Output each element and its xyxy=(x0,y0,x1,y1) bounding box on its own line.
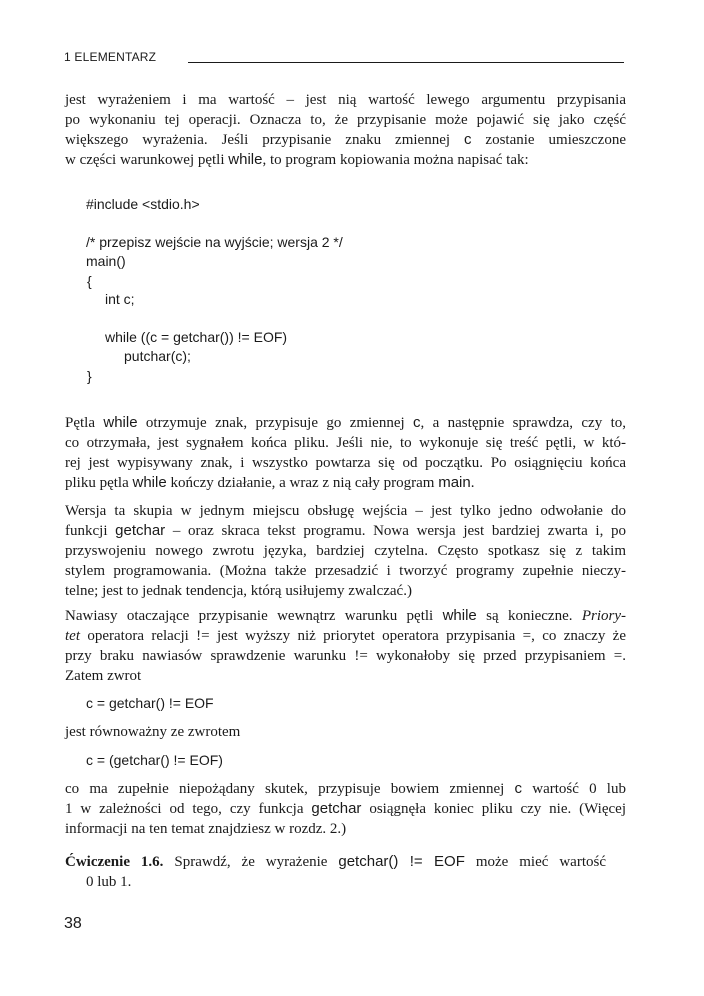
paragraph-5 xyxy=(65,722,626,742)
inline-code: while xyxy=(132,474,167,491)
text-line: informacji na ten temat znajdziesz w rozdz. 2.) xyxy=(65,821,347,837)
text-line: co ma zupełnie niepożądany skutek, przypisuje bowiem zmiennej c wartość 0 lub xyxy=(65,780,626,797)
page-number: 38 xyxy=(64,915,82,932)
header-rule xyxy=(188,62,624,63)
exercise-label: Ćwiczenie 1.6. xyxy=(65,854,164,870)
inline-code: c xyxy=(413,414,421,431)
paragraph-1 xyxy=(65,90,626,170)
paragraph-3 xyxy=(65,501,626,601)
chapter-title: 1 ELEMENTARZ xyxy=(64,50,157,64)
code-line: while ((c = getchar()) != EOF) xyxy=(105,329,288,345)
text-line: co otrzymała, jest sygnałem końca pliku. Jeśli nie, to wykonuje się treść pętli, w któ- xyxy=(65,435,626,451)
running-header xyxy=(64,50,624,66)
text-line: stylem programowania. (Można także przesadzić i tworzyć programy zupełnie nieczy- xyxy=(65,563,626,579)
inline-code: c xyxy=(463,131,472,148)
text-line: większego wyrażenia. Jeśli przypisanie znaku zmiennej c zostanie umieszczone xyxy=(65,131,626,148)
code-line: c = (getchar() != EOF) xyxy=(86,752,223,768)
text-line: przy braku nawiasów sprawdzenie warunku != wykonałoby się przed przypisaniem =. xyxy=(65,648,626,664)
text-line: jest równoważny ze zwrotem xyxy=(65,724,241,740)
inline-code: getchar xyxy=(311,800,362,817)
italic-term: tet xyxy=(65,628,80,644)
text-line: Nawiasy otaczające przypisanie wewnątrz warunku pętli while są konieczne. Priory- xyxy=(65,607,627,624)
text-line: przyswojeniu nowego zwrotu języka, bardziej czytelna. Często spotkasz się z takim xyxy=(65,543,626,559)
inline-code: while xyxy=(103,414,138,431)
inline-code: main xyxy=(438,474,471,491)
paragraph-6 xyxy=(65,779,626,839)
text-line: po wykonaniu tej operacji. Oznacza to, że przypisanie może pojawić się jako część xyxy=(65,112,626,128)
code-line: { xyxy=(87,273,92,289)
text-line: pliku pętla while kończy działanie, a wraz z nią cały program main. xyxy=(65,474,475,491)
text-line: Zatem zwrot xyxy=(65,668,142,684)
inline-code: while xyxy=(228,151,263,168)
exercise-1-6 xyxy=(65,852,606,892)
inline-code: getchar() != EOF xyxy=(338,853,465,870)
inline-code: getchar xyxy=(115,522,166,539)
text-line: telne; jest to jednak tendencja, którą usiłujemy zwalczać.) xyxy=(65,583,412,599)
text-line: Pętla while otrzymuje znak, przypisuje go zmiennej c, a następnie sprawdza, czy to, xyxy=(65,414,626,431)
code-line: main() xyxy=(86,253,126,269)
paragraph-2 xyxy=(65,413,626,493)
text-line: rej jest wypisywany znak, i wszystko powtarza się od początku. Po osiągnięciu końca xyxy=(65,455,626,471)
text-line: funkcji getchar – oraz skraca tekst programu. Nowa wersja jest bardziej zwarta i, po xyxy=(65,522,626,539)
text-line: Ćwiczenie 1.6. Sprawdź, że wyrażenie getchar() != EOF może mieć wartość xyxy=(65,853,606,870)
code-line: putchar(c); xyxy=(124,348,191,364)
text-line: jest wyrażeniem i ma wartość – jest nią wartość lewego argumentu przypisania xyxy=(65,92,626,108)
text-line: tet operatora relacji != jest wyższy niż priorytet operatora przypisania =, co znaczy że xyxy=(65,628,626,644)
text-line: Wersja ta skupia w jednym miejscu obsługę wejścia – jest tylko jedno odwołanie do xyxy=(65,503,626,519)
code-line: #include <stdio.h> xyxy=(86,196,200,212)
code-line: int c; xyxy=(105,291,135,307)
code-line: } xyxy=(87,368,92,384)
text-line: 0 lub 1. xyxy=(86,874,132,890)
italic-term: Priory- xyxy=(581,608,627,624)
paragraph-4 xyxy=(65,606,626,686)
text-line: w części warunkowej pętli while, to program kopiowania można napisać tak: xyxy=(65,151,529,168)
code-line: /* przepisz wejście na wyjście; wersja 2 */ xyxy=(86,234,343,250)
text-line: 1 w zależności od tego, czy funkcja getchar osiągnęła koniec pliku czy nie. (Więcej xyxy=(65,800,626,817)
inline-code: c xyxy=(514,780,523,797)
inline-code: while xyxy=(442,607,477,624)
code-line: c = getchar() != EOF xyxy=(86,695,214,711)
